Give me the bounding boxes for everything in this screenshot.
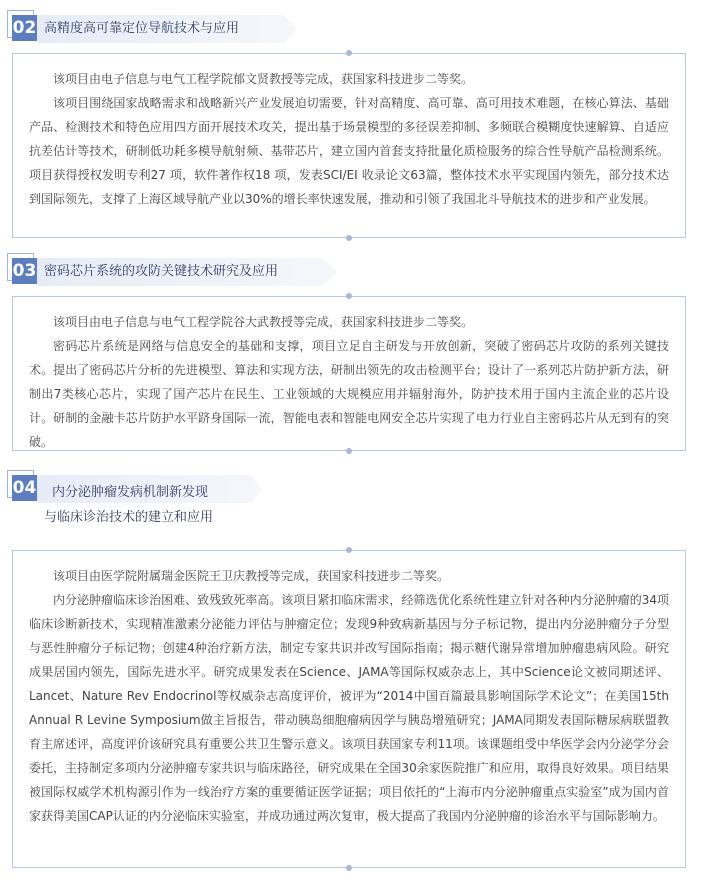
section-content-box xyxy=(12,550,686,868)
section-title-line-1: 内分泌肿瘤发病机制新发现 xyxy=(52,485,209,500)
section-content-box xyxy=(12,296,686,451)
section-title: 高精度高可靠定位导航技术与应用 xyxy=(44,21,240,36)
section-header xyxy=(0,8,702,42)
section-header xyxy=(0,251,702,285)
section-paragraph: 内分泌肿瘤临床诊治困难、致残致死率高。该项目紧扣临床需求，经筛选优化系统性建立针对各种内分泌肿瘤的34项临床诊断新技术，实现精准激素分泌能力评估与肿瘤定位；发现9种致病新基因与分子标记物，提出内分泌肿瘤分子分型与恶性肿瘤分子标记物；创建4种治疗新方法，制定专家共识并改写国际指南；揭示糖代谢异常增加肿瘤患病风险。研究成果居国内领先，国际先进水平。研究成果发表在Science、JAMA等国际权威杂志上，其中Science论文被同期述评、Lancet、Nature Rev Endocrinol等权威杂志高度评价，被评为“2014中国百篇最具影响国际学术论文”；在美国15th Annual R Levine Symposium做主旨报告，带动胰岛细胞瘤病因学与胰岛增殖研究；JAMA同期发表国际糖尿病联盟教育主席述评，高度评价该研究具有重要公共卫生警示意义。该项目获国家专利11项。该课题组受中华医学会内分泌学分会委托，主持制定多项内分泌肿瘤专家共识与临床路径，研究成果在全国30余家医院推广和应用，取得良好效果。项目结果被国际权威学术机构源引作为一线治疗方案的重要循证医学证据；项目依托的“上海市内分泌肿瘤重点实验室”成为国内首家获得美国CAP认证的内分泌临床实验室，并成功通过两次复审，极大提高了我国内分泌肿瘤的诊治水平与国际影响力。 xyxy=(29,593,669,823)
section-number-badge: 03 xyxy=(12,258,37,284)
section-number-badge: 02 xyxy=(12,15,37,41)
section-title: 密码芯片系统的攻防关键技术研究及应用 xyxy=(44,264,279,279)
section-paragraph: 该项目由电子信息与电气工程学院郁文贤教授等完成，获国家科技进步二等奖。 xyxy=(53,72,474,86)
section-paragraph: 该项目由医学院附属瑞金医院王卫庆教授等完成，获国家科技进步二等奖。 xyxy=(53,569,450,583)
section-number-badge: 04 xyxy=(12,475,37,501)
section-title-line-2: 与临床诊治技术的建立和应用 xyxy=(44,510,214,525)
section-paragraph: 该项目围绕国家战略需求和战略新兴产业发展迫切需要，针对高精度、高可靠、高可用技术难题，在核心算法、基础产品、检测技术和特色应用四方面开展技术攻关，提出基于场景模型的多径误差抑制、多频联合模糊度快速解算、自适应抗差估计等技术，研制低功耗多模导航射频、基带芯片，建立国内首套支持批量化质检服务的综合性导航产品检测系统。项目获得授权发明专利27 项，软件著作权18 项，发表SCI/EI 收录论文63篇，整体技术水平实现国内领先，部分技术达到国际领先，支撑了上海区域导航产业以30%的增长率快速发展，推动和引领了我国北斗导航技术的进步和产业发展。 xyxy=(29,96,669,206)
section-header xyxy=(0,468,702,525)
section-paragraph: 该项目由电子信息与电气工程学院谷大武教授等完成，获国家科技进步二等奖。 xyxy=(53,315,474,329)
section-content-box xyxy=(12,53,686,238)
section-paragraph: 密码芯片系统是网络与信息安全的基础和支撑，项目立足自主研发与开放创新，突破了密码芯片攻防的系列关键技术。提出了密码芯片分析的先进模型、算法和实现方法，研制出领先的攻击检测平台；设计了一系列芯片防护新方法，研制出7类核心芯片，实现了国产芯片在民生、工业领域的大规模应用并辐射海外，防护技术用于国内主流企业的芯片设计。研制的金融卡芯片防护水平跻身国际一流，智能电表和智能电网安全芯片实现了电力行业自主密码芯片从无到有的突破。 xyxy=(29,339,669,449)
